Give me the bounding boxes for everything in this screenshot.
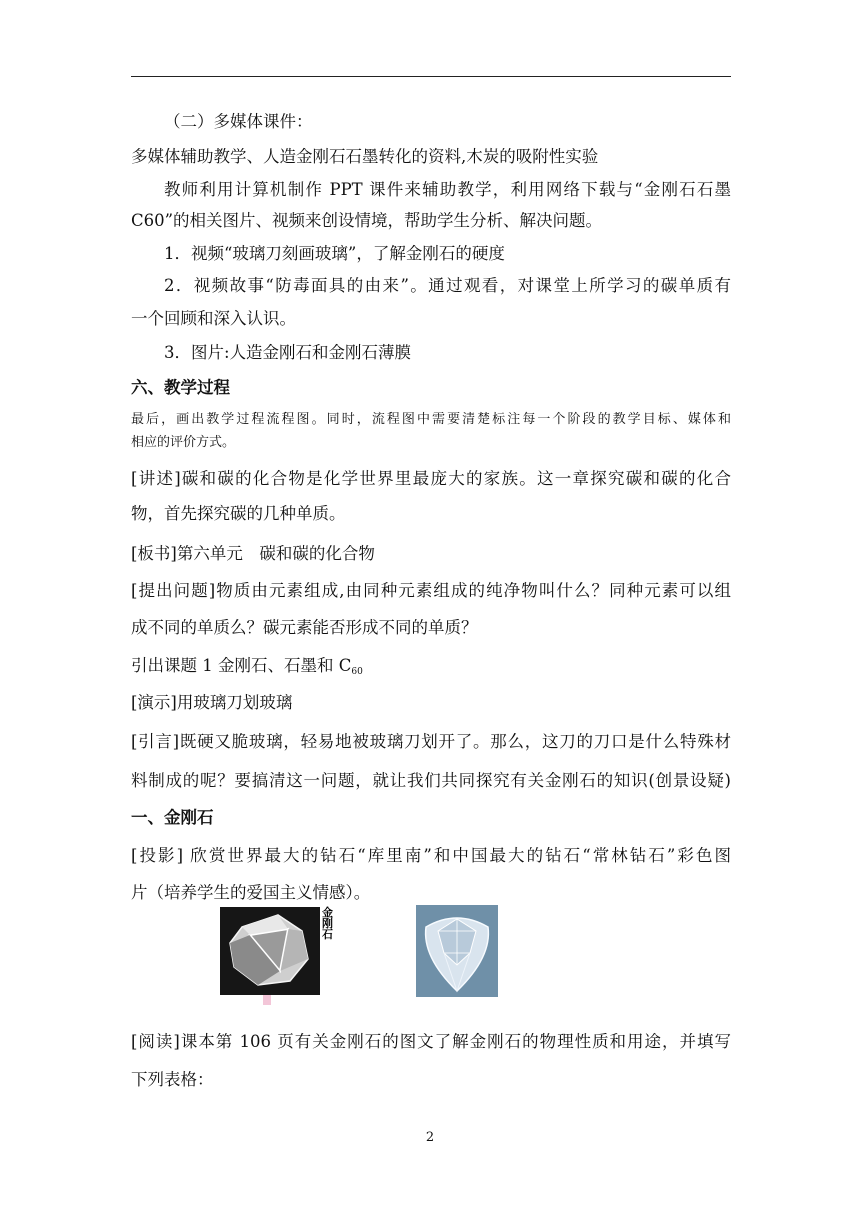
lesson-topic-subscript: 60 [351, 667, 363, 677]
multimedia-summary: 多媒体辅助教学、人造金刚石石墨转化的资料,木炭的吸附性实验 [131, 147, 599, 166]
multimedia-paragraph-line1: 教师利用计算机制作 PPT 课件来辅助教学，利用网络下载与“金刚石石墨 [164, 180, 731, 199]
lesson-topic-text: 引出课题 1 金刚石、石墨和 C [131, 656, 352, 675]
lecture-line2: 物，首先探究碳的几种单质。 [131, 504, 346, 523]
process-note-line1: 最后，画出教学过程流程图。同时，流程图中需要清楚标注每一个阶段的教学目标、媒体和 [131, 412, 731, 427]
rough-diamond-image [220, 907, 320, 995]
process-heading: 六、教学过程 [131, 378, 230, 397]
header-rule [131, 76, 731, 77]
multimedia-item-2-line1: 2．视频故事“防毒面具的由来”。通过观看，对课堂上所学习的碳单质有 [164, 276, 731, 295]
multimedia-paragraph-line2: C60”的相关图片、视频来创设情境，帮助学生分析、解决问题。 [131, 211, 603, 230]
demo-note: [演示]用玻璃刀划玻璃 [131, 693, 293, 712]
projection-line1: [投影] 欣赏世界最大的钻石“库里南”和中国最大的钻石“常林钻石”彩色图 [131, 846, 731, 865]
intro-line1: [引言]既硬又脆玻璃，轻易地被玻璃刀划开了。那么，这刀的刀口是什么特殊材 [131, 732, 731, 751]
question-line2: 成不同的单质么？碳元素能否形成不同的单质？ [131, 618, 478, 637]
photo-marker [263, 995, 271, 1005]
lesson-topic [131, 656, 731, 682]
page-number: 2 [425, 1130, 435, 1145]
lecture-line1: [讲述]碳和碳的化合物是化学世界里最庞大的家族。这一章探究碳和碳的化合 [131, 469, 731, 488]
rough-diamond-photo [220, 907, 352, 1003]
question-line1: [提出问题]物质由元素组成,由同种元素组成的纯净物叫什么？同种元素可以组 [131, 581, 731, 600]
projection-line2: 片（培养学生的爱国主义情感）。 [131, 883, 371, 902]
reading-line2: 下列表格： [131, 1070, 214, 1089]
multimedia-heading: （二）多媒体课件： [164, 112, 313, 131]
board-note: [板书]第六单元 碳和碳的化合物 [131, 544, 375, 563]
reading-line1: [阅读]课本第 106 页有关金刚石的图文了解金刚石的物理性质和用途，并填写 [131, 1032, 731, 1051]
intro-line2: 料制成的呢？要搞清这一问题，就让我们共同探究有关金刚石的知识(创景设疑) [131, 771, 731, 790]
diamond-heading: 一、金刚石 [131, 808, 214, 827]
rough-diamond-label: 金刚石 [322, 906, 333, 941]
cut-diamond-photo [416, 905, 498, 997]
multimedia-item-2-line2: 一个回顾和深入认识。 [131, 309, 296, 328]
multimedia-item-3: 3．图片:人造金刚石和金刚石薄膜 [164, 343, 412, 362]
multimedia-item-1: 1．视频“玻璃刀刻画玻璃”，了解金刚石的硬度 [164, 244, 505, 263]
process-note-line2: 相应的评价方式。 [131, 435, 236, 450]
